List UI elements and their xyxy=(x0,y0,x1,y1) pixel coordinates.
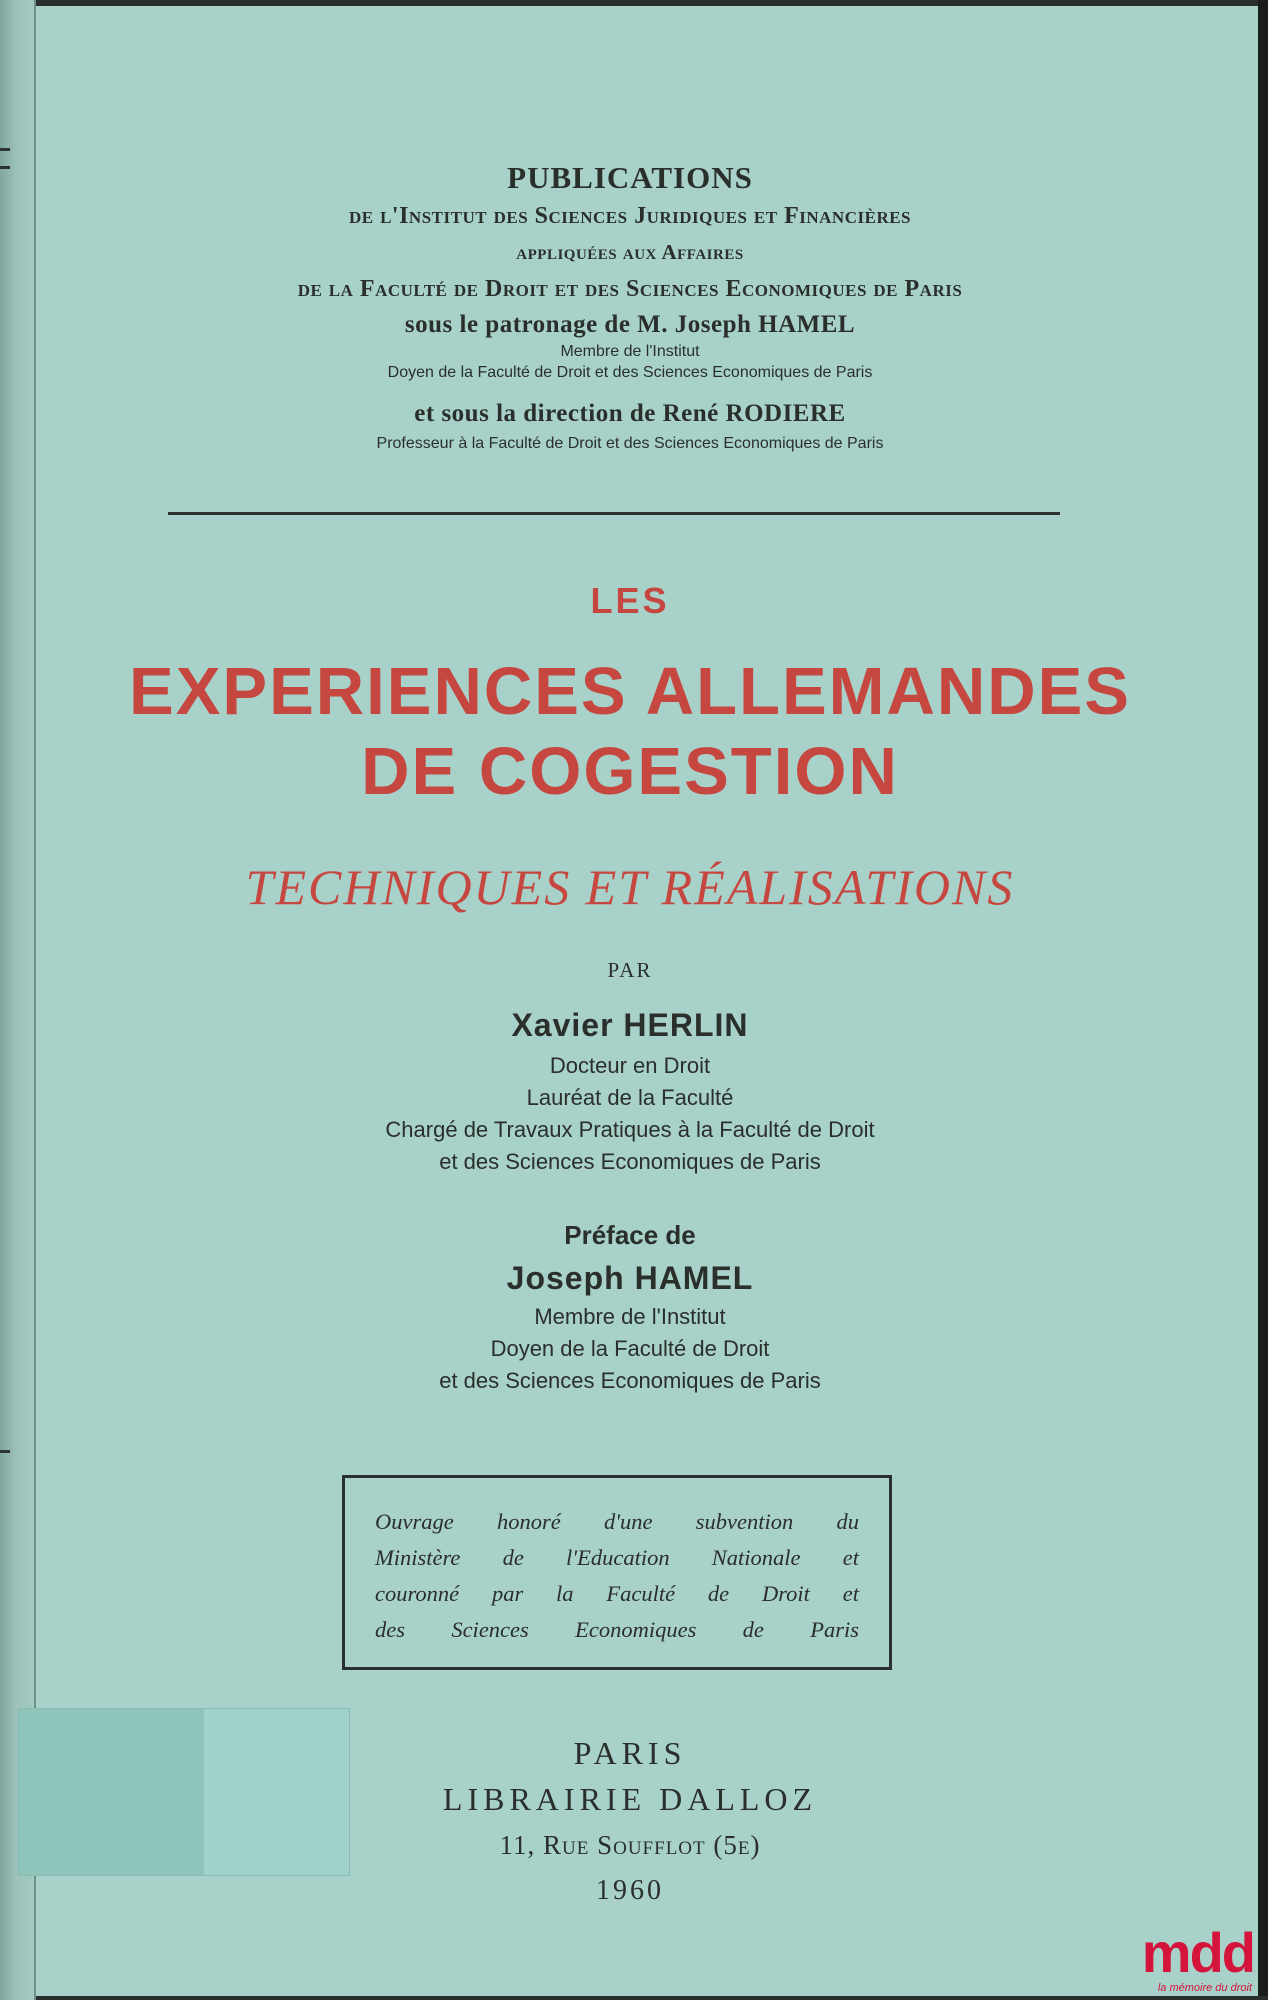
series-header xyxy=(60,158,1200,454)
honor-line2: Ministère de l'Education Nationale et xyxy=(375,1545,859,1570)
header-divider xyxy=(168,512,1060,515)
series-line-institute: de l'Institut des Sciences Juridiques et Financières xyxy=(348,203,912,229)
series-line-applied: appliquées aux Affaires xyxy=(516,240,744,264)
preface-role-dean: Doyen de la Faculté de Droit xyxy=(490,1336,770,1361)
preface-block xyxy=(60,1215,1200,1397)
author-role-faculty: et des Sciences Economiques de Paris xyxy=(439,1149,821,1174)
spine-mark xyxy=(0,166,10,169)
author-role-doctor: Docteur en Droit xyxy=(549,1053,711,1078)
spine-mark xyxy=(0,148,10,151)
author-block xyxy=(60,1000,1200,1178)
mdd-logo: mdd xyxy=(1141,1921,1254,1984)
by-label: PAR xyxy=(607,958,653,982)
series-title: PUBLICATIONS xyxy=(507,160,753,195)
honor-line3: couronné par la Faculté de Droit et xyxy=(375,1581,859,1606)
book-spine xyxy=(0,0,36,2000)
imprint-publisher: LIBRAIRIE DALLOZ xyxy=(442,1781,818,1817)
honor-box xyxy=(342,1475,892,1670)
mdd-tagline: la mémoire du droit xyxy=(1157,1982,1252,1994)
scan-border-right xyxy=(1258,0,1268,2000)
honor-line1: Ouvrage honoré d'une subvention du xyxy=(375,1509,859,1534)
series-patronage: sous le patronage de M. Joseph HAMEL xyxy=(404,311,856,338)
imprint-city: PARIS xyxy=(573,1735,687,1771)
series-line-faculty: de la Faculté de Droit et des Sciences Economiques de Paris xyxy=(297,276,963,302)
preface-label: Préface de xyxy=(564,1220,696,1250)
patron-role-member: Membre de l'Institut xyxy=(560,343,700,360)
author-role-laureate: Lauréat de la Faculté xyxy=(526,1085,734,1110)
patron-role-dean: Doyen de la Faculté de Droit et des Sciences Economiques de Paris xyxy=(387,364,873,381)
director-role: Professeur à la Faculté de Droit et des Sciences Economiques de Paris xyxy=(376,435,884,452)
title-main-line2: DE COGESTION xyxy=(361,734,899,809)
series-direction: et sous la direction de René RODIERE xyxy=(414,400,846,427)
title-subtitle: TECHNIQUES ET RÉALISATIONS xyxy=(245,859,1015,915)
honor-line4: des Sciences Economiques de Paris xyxy=(375,1617,859,1642)
title-article: LES xyxy=(590,580,670,621)
imprint xyxy=(60,1730,1200,1914)
imprint-year: 1960 xyxy=(596,1875,664,1906)
preface-role-faculty: et des Sciences Economiques de Paris xyxy=(439,1368,821,1393)
author-role-chargee: Chargé de Travaux Pratiques à la Faculté de Droit xyxy=(385,1117,875,1142)
scan-border-bottom xyxy=(0,1996,1268,2000)
preface-author-name: Joseph HAMEL xyxy=(506,1260,754,1296)
spine-mark xyxy=(0,1450,10,1453)
preface-role-member: Membre de l'Institut xyxy=(534,1304,726,1329)
author-name: Xavier HERLIN xyxy=(511,1007,749,1043)
scan-border-top xyxy=(0,0,1268,6)
title-main xyxy=(60,652,1200,812)
title-main-line1: EXPERIENCES ALLEMANDES xyxy=(129,654,1131,729)
imprint-address: 11, Rue Soufflot (5e) xyxy=(499,1830,761,1860)
